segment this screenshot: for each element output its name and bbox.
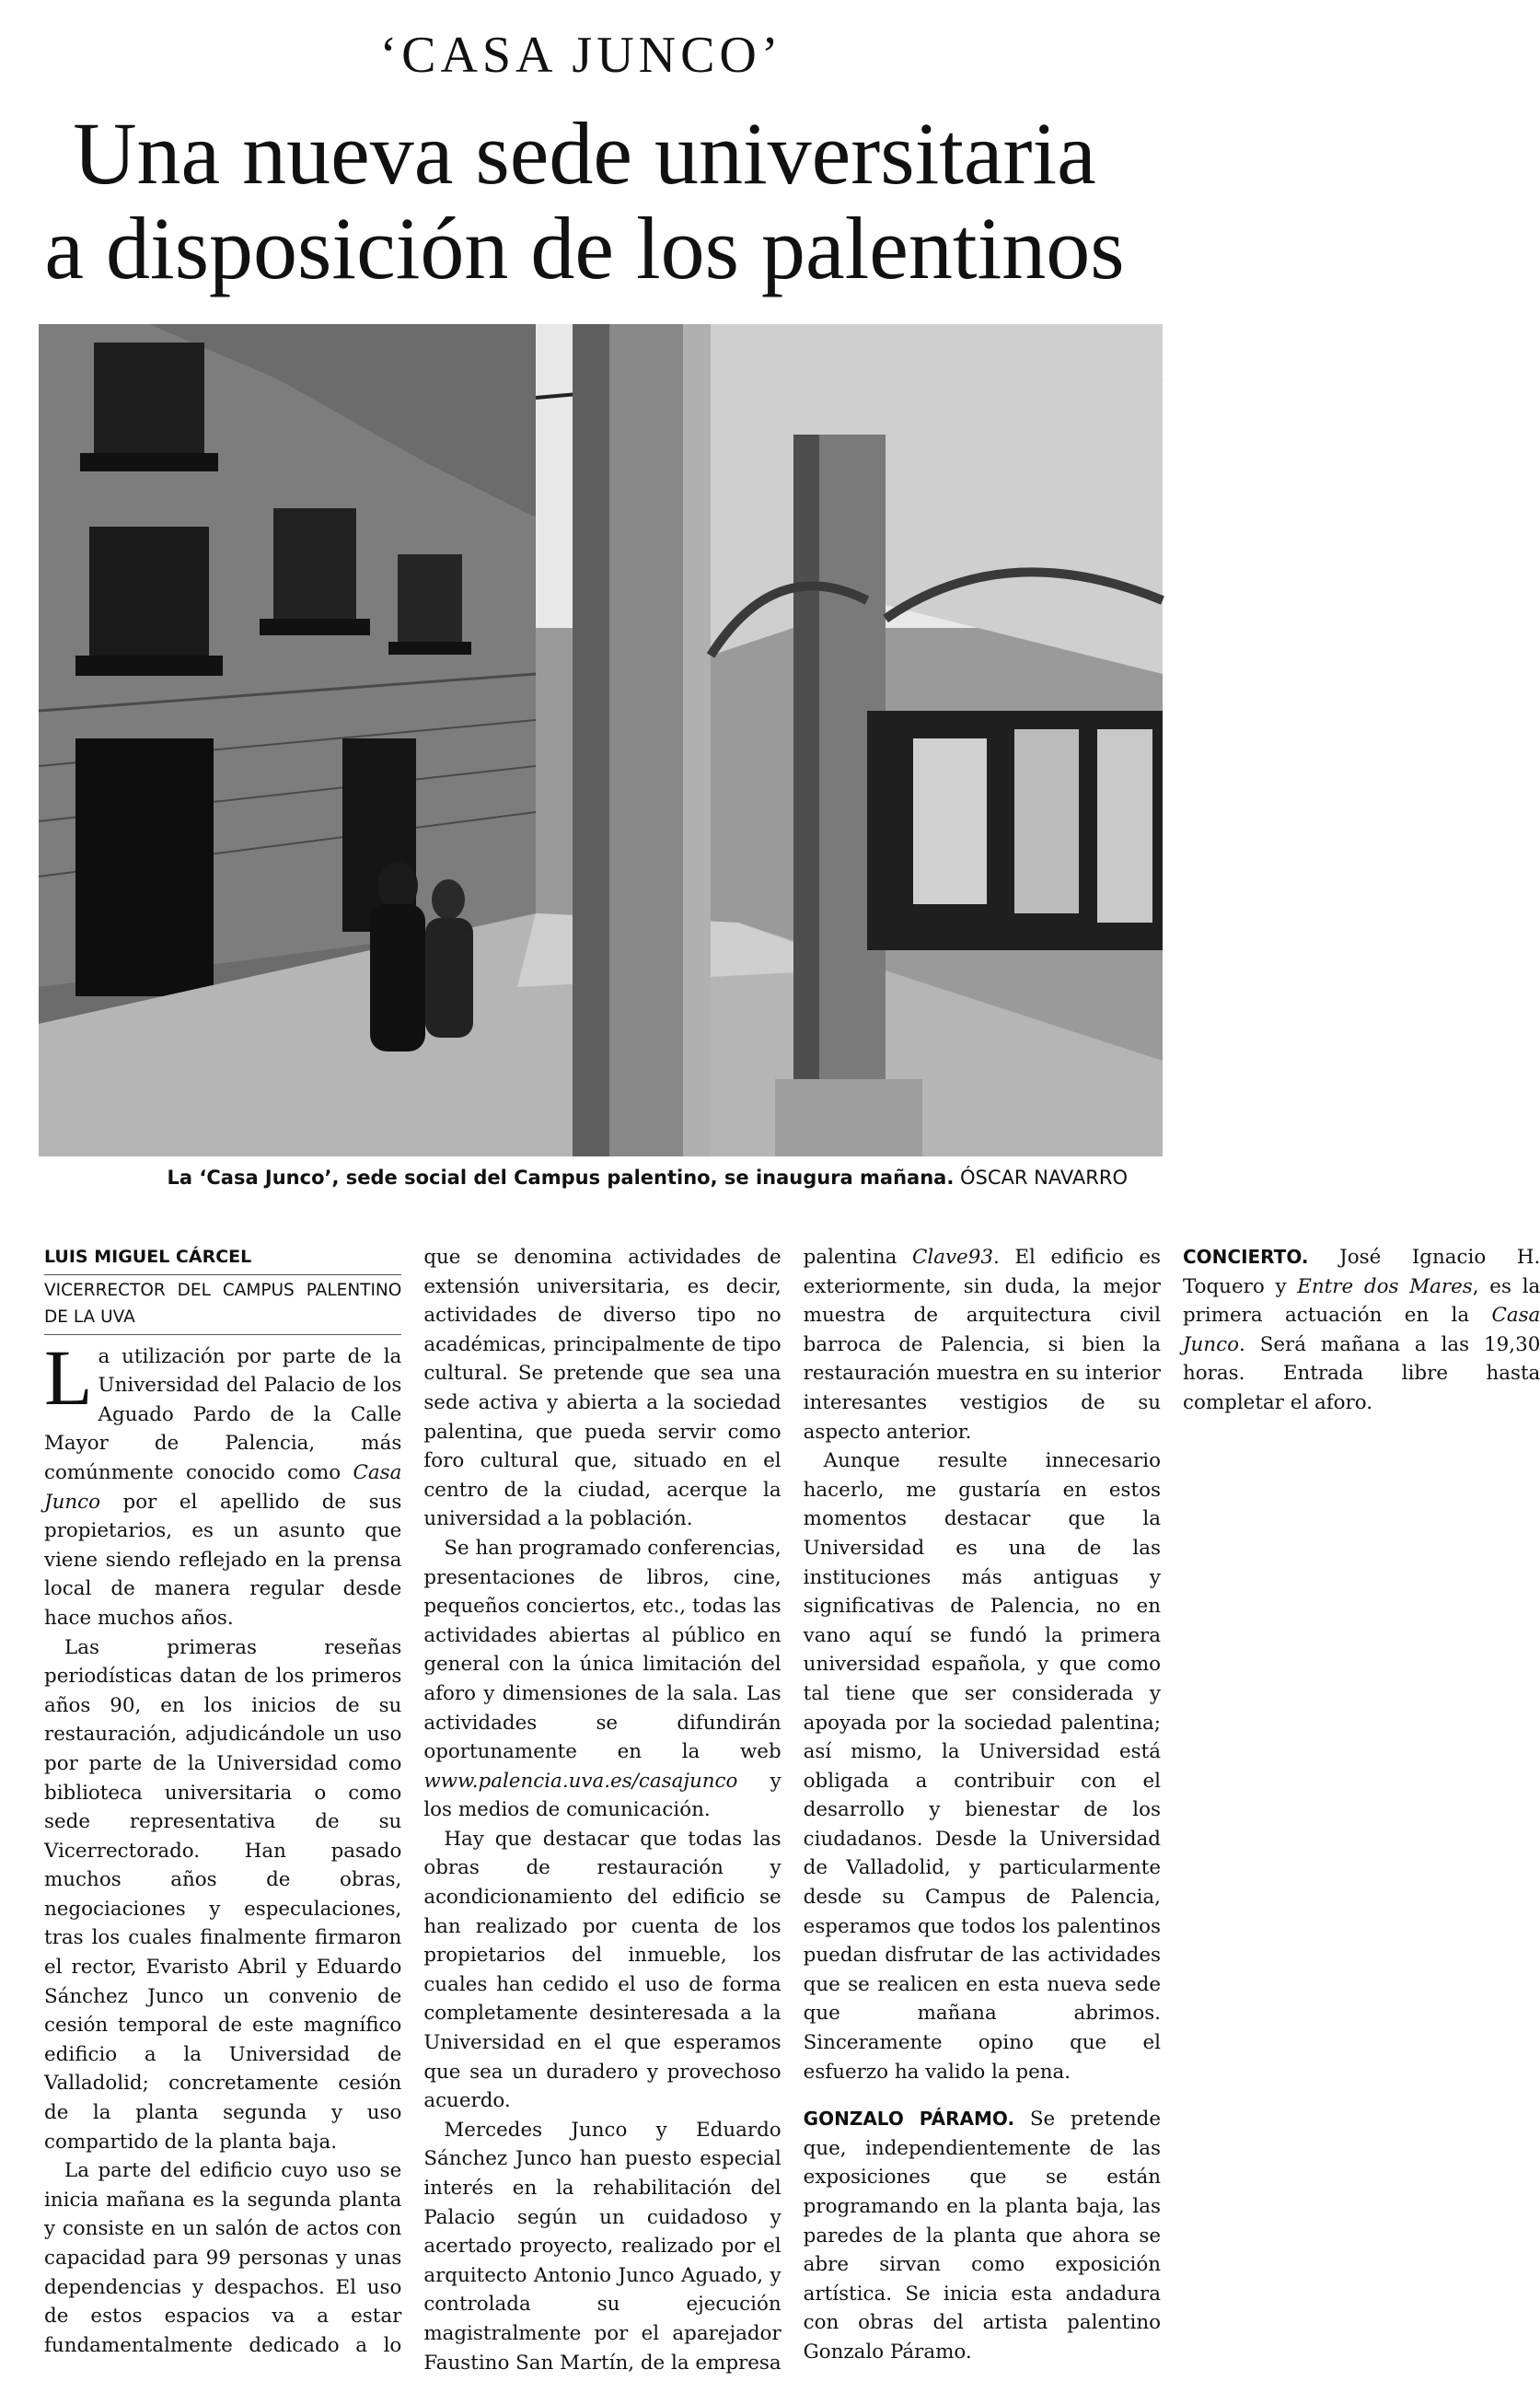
p4-b: y los medios de comunicación. [423, 1769, 782, 1822]
author-role-flow: VICERRECTOR DEL CAMPUS PALENTINO DE LA UVA [44, 1275, 401, 1335]
web-address: www.palencia.uva.es/casajunco [423, 1769, 738, 1793]
concierto-em1: Entre dos Mares [1297, 1274, 1473, 1298]
article-body-flow [44, 1243, 1540, 2385]
p1-b: por el apellido de sus propietarios, es un asunto que viene siendo reflejado en la prensa local de manera regular desde hace muchos años. [44, 1490, 402, 1630]
paragraph-4-flow [423, 1534, 781, 1825]
drop-cap-flow: L [44, 1332, 93, 1422]
headline-line-1: Una nueva sede universitaria [73, 104, 1096, 203]
sidebar-gonzalo-paramo [804, 2105, 1161, 2366]
concierto-a: José Ignacio H. Toquero y [1182, 1246, 1540, 1298]
concierto-em2: Casa Junco [1182, 1304, 1540, 1356]
paragraph-5-flow: Hay que destacar que todas las obras de restauración y acondicionamiento del edificio se han realizado por cuenta de los propietarios del inmueble, los cuales han cedido el uso de forma completamente desinteresada a la Universidad en el que esperamos que sea un duradero y provechoso acuerdo. [423, 1827, 782, 2113]
photo-caption [168, 1167, 1128, 1189]
concierto-b: , es la primera actuación en la [1182, 1274, 1540, 1328]
author-byline-flow: LUIS MIGUEL CÁRCEL [44, 1243, 401, 1275]
section-kicker: ‘CASA JUNCO’ [379, 27, 783, 84]
p6-a: Mercedes Junco y Eduardo Sánchez Junco han puesto especial interés en la rehabilitación del Palacio según un cuidadoso y acertado proyecto, realizado por el arquitecto Antonio Junco Aguado, y controlada su ejecución magistralmente por el aparejador Faustino San Martín, de la empresa palentina [423, 1246, 913, 2375]
headline [28, 106, 1141, 296]
headline-line-2: a disposición de los palentinos [44, 199, 1125, 297]
p1-a: a utilización por parte de la Universidad del Palacio de los Aguado Pardo de la Calle Mayor de Palencia, más comúnmente conocido como [44, 1344, 402, 1484]
paragraph-2-flow: Las primeras reseñas periodísticas datan de los primeros años 90, en los inicios de su restauración, adjudicándole un uso por parte de la Universidad como biblioteca universitaria o como sede representativa de su Vicerrectorado. Han pasado muchos años de obras, negociaciones y especulaciones, tras los cuales finalmente firmaron el rector, Evaristo Abril y Eduardo Sánchez Junco un convenio de cesión temporal de este magnífico edificio a la Universidad de Valladolid; concretamente cesión de la planta segunda y uso compartido de la planta baja. [44, 1635, 402, 2154]
p6-b: . El edificio es exteriormente, sin duda, la mejor muestra de arquitectura civil barroca de Palencia, si bien la restauración muestra en su interior interesantes vestigios de su aspecto anterior. [803, 1246, 1161, 1444]
concierto-c: . Será mañana a las 19,30 horas. Entrada libre hasta completar el aforo. [1182, 1332, 1540, 1414]
paragraph-3-flow: La parte del edificio cuyo uso se inicia mañana es la segunda planta y consiste en un salón de actos con capacidad para 99 personas y unas dependencias y despachos. El uso de estos espacios va a estar fundamentalmente dedicado a lo que se denomina actividades de extensión universitaria, es decir, actividades de diverso tipo no académicas, principalmente de tipo cultural. Se pretende que sea una sede activa y abierta a la sociedad palentina, que pueda servir como foro cultural que, situado en el centro de la ciudad, acerque la universidad a la población. [44, 1246, 782, 2357]
gonzalo-paramo-text: Se pretende que, independientemente de las exposiciones que se están programando en la planta baja, las paredes de la planta que ahora se abre sirvan como exposición artística. Se inicia esta andadura con obras del artista palentino Gonzalo Páramo. [803, 2108, 1161, 2364]
photo-credit: ÓSCAR NAVARRO [960, 1167, 1128, 1189]
caption-text: La ‘Casa Junco’, sede social del Campus palentino, se inaugura mañana. [167, 1167, 955, 1189]
sidebar-concierto [1183, 1243, 1540, 1418]
paragraph-7-flow: Aunque resulte innecesario hacerlo, me gustaría en estos momentos destacar que la Universidad es una de las instituciones más antiguas y significativas de Palencia, no en vano aquí se fundó la primera universidad española, y que como tal tiene que ser considerada y apoyada por la sociedad palentina; así mismo, la Universidad está obligada a contribuir con el desarrollo y bienestar de los ciudadanos. Desde la Universidad de Valladolid, y particularmente desde su Campus de Palencia, esperamos que todos los palentinos puedan disfrutar de las actividades que se realicen en esta nueva sede que mañana abrimos. Sinceramente opino que el esfuerzo ha valido la pena. [803, 1449, 1161, 2084]
p1-em: Casa Junco [44, 1460, 402, 1514]
news-photo [39, 324, 1163, 1156]
p4-a: Se han programado conferencias, presentaciones de libros, cine, pequeños conciertos, etc., todas las actividades abiertas al público en general con la única limitación del aforo y dimensiones de la sala. Las actividades se difundirán oportunamente en la web [423, 1536, 782, 1764]
p6-em: Clave93 [912, 1246, 993, 1269]
concierto-lead: CONCIERTO. [1182, 1246, 1309, 1268]
paragraph-1-flow [44, 1332, 402, 1633]
gonzalo-paramo-lead: GONZALO PÁRAMO. [803, 2108, 1015, 2131]
